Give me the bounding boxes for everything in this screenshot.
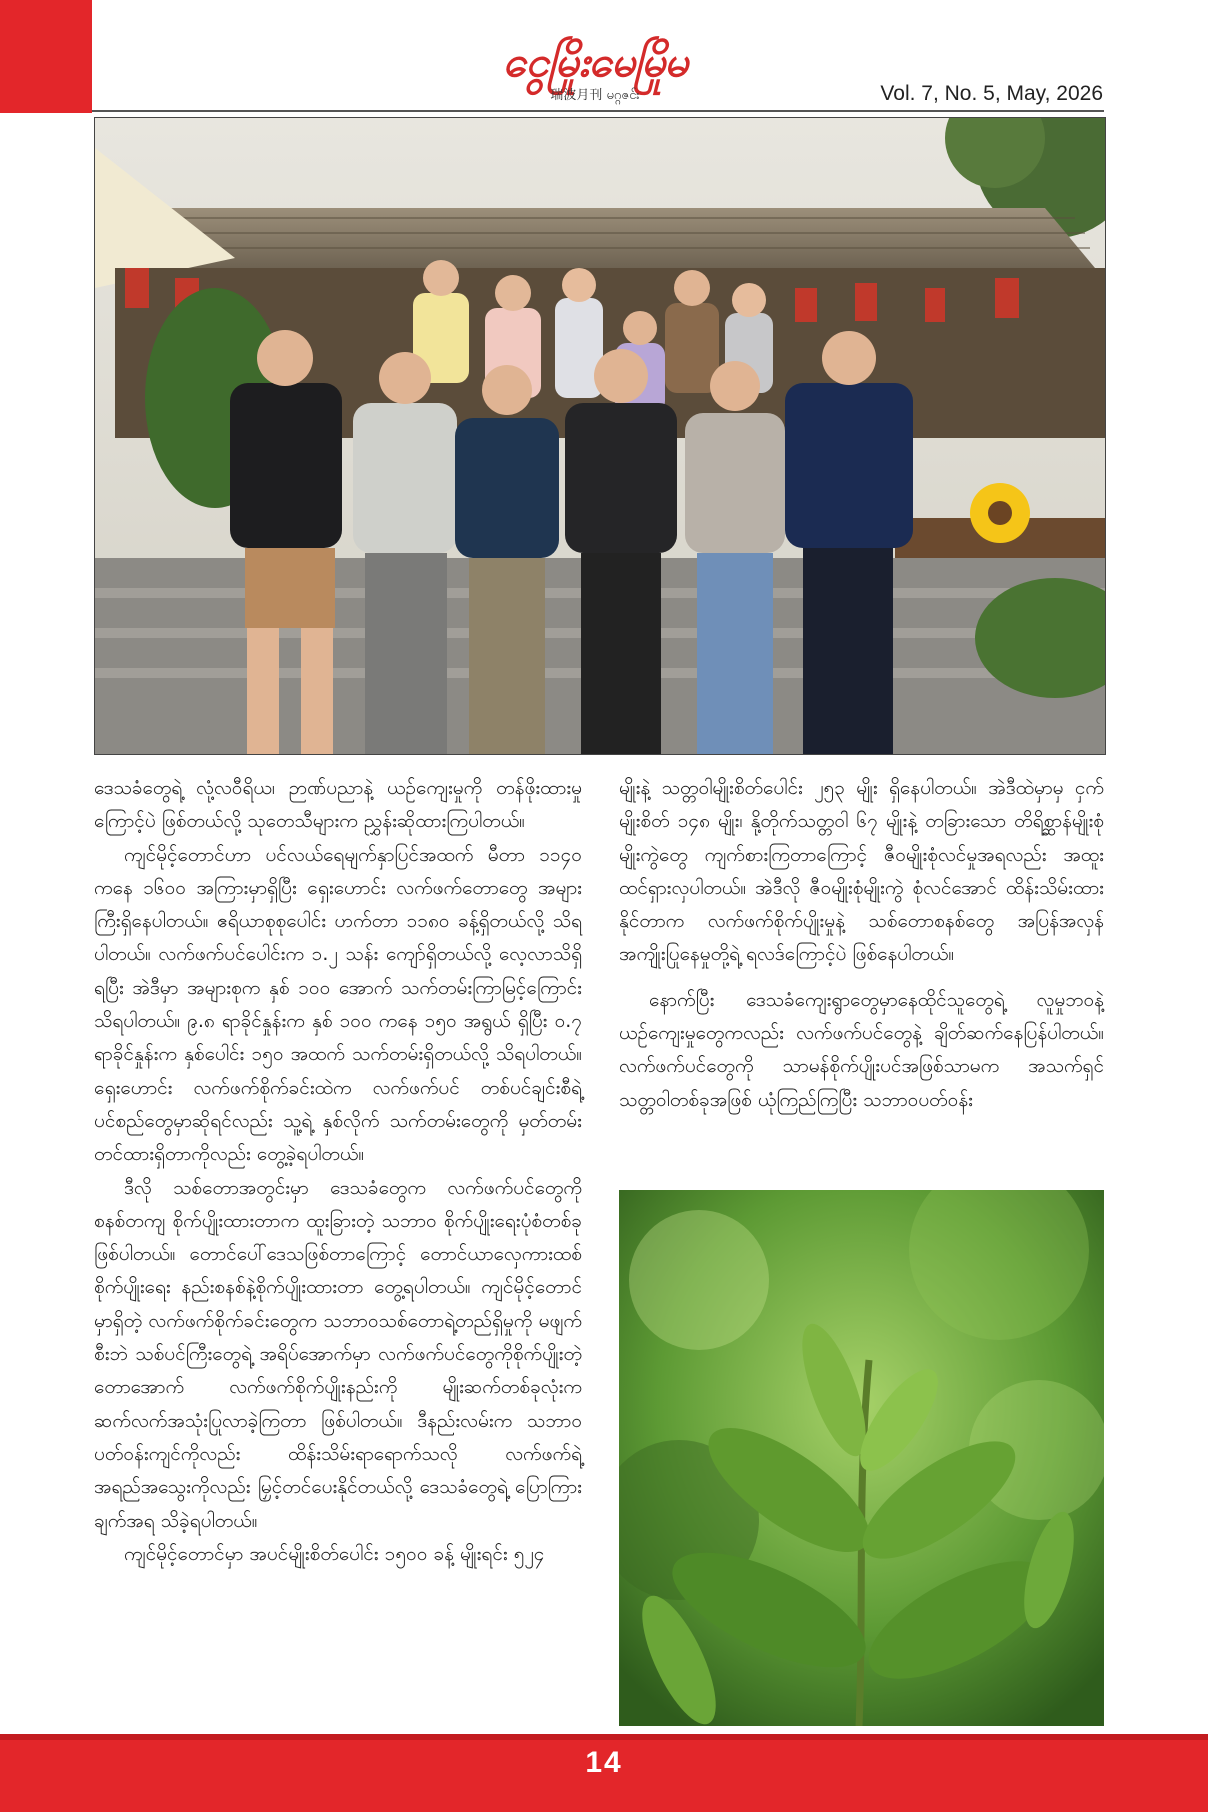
article-paragraph: ကျင်မိုင့်တောင်မှာ အပင်မျိုးစိတ်ပေါင်း ၁၅၀၀ ခန့် မျိုးရင်း ၅၂၄ bbox=[124, 1542, 545, 1565]
tea-leaves-photo bbox=[619, 1190, 1104, 1726]
article-paragraph: ကျင်မိုင့်တောင်ဟာ ပင်လယ်ရေမျက်နှာပြင်အထက် မီတာ ၁၁၄၀ ကနေ ၁၆၀၀ အကြားမှာရှိပြီး ရှေးဟောင်း လက်ဖက်တောတွေ အများကြီးရှိနေပါတယ်။ ဧရိယာစုစုပေါင်း ဟက်တာ ၁၁၈၀ ခန့်ရှိတယ်လို့ သိရပါတယ်။ လက်ဖက်ပင်ပေါင်းက ၁.၂ သန်း ကျော်ရှိတယ်လို့ လေ့လာသိရှိရပြီး အဲဒီမှာ အများစုက နှစ် ၁၀၀ အောက် သက်တမ်းကြာမြင့်ကြောင်း သိရပါတယ်။ ၉.၈ ရာခိုင်နှုန်းက နှစ် ၁၀၀ ကနေ ၁၅၀ အရွယ် ရှိပြီး ၀.၇ ရာခိုင်နှုန်းက နှစ်ပေါင်း ၁၅၀ အထက် သက်တမ်းရှိတယ်လို့ သိရပါတယ်။ ရှေးဟောင်း လက်ဖက်စိုက်ခင်းထဲက လက်ဖက်ပင် တစ်ပင်ချင်းစီရဲ့ ပင်စည်တွေမှာဆိုရင်လည်း သူ့ရဲ့ နှစ်လိုက် သက်တမ်းတွေကို မှတ်တမ်းတင်ထားရှိတာကိုလည်း တွေ့ခဲ့ရပါတယ်။ bbox=[94, 843, 582, 1166]
article-paragraph: မျိုးနဲ့ သတ္တဝါမျိုးစိတ်ပေါင်း ၂၅၃ မျိုး ရှိနေပါတယ်။ အဲဒီထဲမှာမှ ငှက်မျိုးစိတ် ၁၄၈ မျိုး၊ နို့တိုက်သတ္တဝါ ၆၇ မျိုးနဲ့ တခြားသော တိရိစ္ဆာန်မျိုးစုံမျိုးကွဲတွေ ကျက်စားကြတာကြောင့် ဇီဝမျိုးစုံလင်မှုအရလည်း အထူးထင်ရှားလှပါတယ်။ အဲဒီလို ဇီဝမျိုးစုံမျိုးကွဲ စုံလင်အောင် ထိန်းသိမ်းထားနိုင်တာက လက်ဖက်စိုက်ပျိုးမှုနဲ့ သစ်တောစနစ်တွေ အပြန်အလှန်အကျိုးပြုနေမှုတို့ရဲ့ ရလဒ်ကြောင့်ပဲ ဖြစ်နေပါတယ်။ bbox=[619, 777, 1104, 966]
magazine-logo bbox=[470, 36, 720, 116]
article-paragraph: နောက်ပြီး ဒေသခံကျေးရွာတွေမှာနေထိုင်သူတွေရဲ့ လူမှုဘဝနဲ့ ယဉ်ကျေးမှုတွေကလည်း လက်ဖက်ပင်တွေနဲ့ ချိတ်ဆက်နေပြန်ပါတယ်။ လက်ဖက်ပင်တွေကို သာမန်စိုက်ပျိုးပင်အဖြစ်သာမက အသက်ရှင်သတ္တဝါတစ်ခုအဖြစ် ယုံကြည်ကြပြီး သဘာဝပတ်ဝန်း bbox=[619, 988, 1104, 1111]
article-left-column bbox=[94, 772, 582, 1571]
corner-accent bbox=[0, 0, 92, 113]
logo-wordmark: ငွေမြိုးမေမြိုမ bbox=[502, 37, 688, 86]
article-paragraph: ဒေသခံတွေရဲ့ လုံ့လဝီရိယ၊ ဉာဏ်ပညာနဲ့ ယဉ်ကျေးမှုကို တန်ဖိုးထားမှုကြောင့်ပဲ ဖြစ်တယ်လို့ သုတေသီများက ညွှန်းဆိုထားကြပါတယ်။ bbox=[94, 777, 582, 833]
article-right-column bbox=[619, 772, 1104, 1117]
page-number: 14 bbox=[585, 1746, 623, 1779]
article-paragraph: ဒီလို သစ်တောအတွင်းမှာ ဒေသခံတွေက လက်ဖက်ပင်တွေကို စနစ်တကျ စိုက်ပျိုးထားတာက ထူးခြားတဲ့ သဘာဝ စိုက်ပျိုးရေးပုံစံတစ်ခု ဖြစ်ပါတယ်။ တောင်ပေါ်ဒေသဖြစ်တာကြောင့် တောင်ယာလှေကားထစ်စိုက်ပျိုးရေး နည်းစနစ်နဲ့စိုက်ပျိုးထားတာ တွေ့ရပါတယ်။ ကျင်မိုင့်တောင်မှာရှိတဲ့ လက်ဖက်စိုက်ခင်းတွေက သဘာဝသစ်တောရဲ့တည်ရှိမှုကို မဖျက်စီးဘဲ သစ်ပင်ကြီးတွေရဲ့ အရိပ်အောက်မှာ လက်ဖက်ပင်တွေကိုစိုက်ပျိုးတဲ့ တောအောက် လက်ဖက်စိုက်ပျိုးနည်းကို မျိုးဆက်တစ်ခုလုံးက ဆက်လက်အသုံးပြုလာခဲ့ကြတာ ဖြစ်ပါတယ်။ ဒီနည်းလမ်းက သဘာဝပတ်ဝန်းကျင်ကိုလည်း ထိန်းသိမ်းရာရောက်သလို လက်ဖက်ရဲ့အရည်အသွေးကိုလည်း မြှင့်တင်ပေးနိုင်တယ်လို့ ဒေသခံတွေရဲ့ ပြောကြားချက်အရ သိခဲ့ရပါတယ်။ bbox=[94, 1176, 582, 1532]
issue-info: Vol. 7, No. 5, May, 2026 bbox=[880, 82, 1103, 105]
page-footer bbox=[0, 1734, 1208, 1812]
header-rule bbox=[92, 110, 1104, 112]
group-photo bbox=[94, 117, 1106, 755]
logo-subtitle: 瑞波月刊 မဂ္ဂဇင်း bbox=[550, 88, 640, 103]
